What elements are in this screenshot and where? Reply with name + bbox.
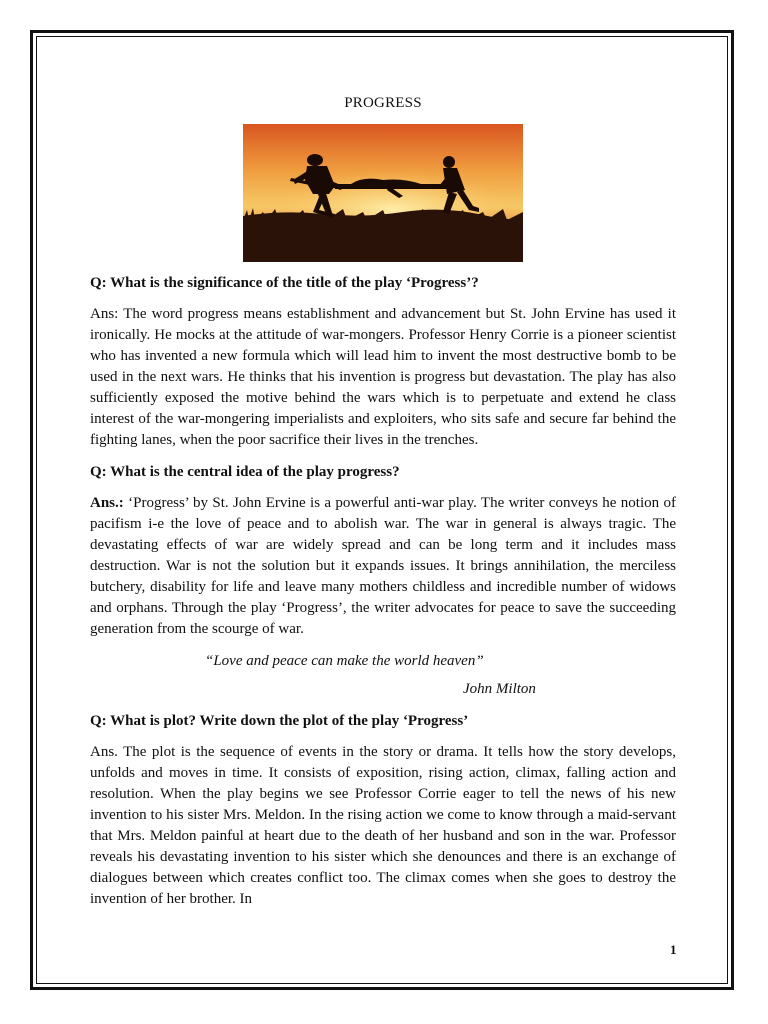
question-3: Q: What is plot? Write down the plot of the play ‘Progress’ [90, 713, 469, 729]
war-silhouette-image [243, 124, 523, 262]
question-2: Q: What is the central idea of the play progress? [90, 464, 400, 480]
answer-2 [90, 493, 676, 640]
quote-author: John Milton [463, 681, 536, 697]
document-body [90, 92, 676, 910]
answer-3: Ans. The plot is the sequence of events in the story or drama. It tells how the story develops, unfolds and moves in time. It consists of exposition, rising action, climax, falling action and resolution. When the play begins we see Professor Corrie eager to tell the news of his new invention to his sister Mrs. Meldon. In the rising action we come to know through a maid-servant that Mrs. Meldon painful at heart due to the death of her husband and son in the war. Professor reveals his devastating invention to his sister which she denounces and there is an exchange of dialogues between which creates conflict too. The climax comes when she goes to destroy the invention of her brother. In [90, 744, 676, 907]
milton-quote: “Love and peace can make the world heaven” [205, 653, 484, 669]
answer-2-label: Ans.: [90, 495, 124, 511]
page-number: 1 [670, 942, 677, 957]
question-1: Q: What is the significance of the title of the play ‘Progress’? [90, 275, 479, 291]
answer-2-text: ‘Progress’ by St. John Ervine is a powerful anti-war play. The writer conveys he notion of pacifism i-e the love of peace and to abolish war. The war in general is always tragic. The devastating effects of war are widely spread and can be long term and it includes mass destruction. War is not the solution but it expands issues. It brings annihilation, the merciless butchery, disability for life and leave many mothers childless and incredible number of widows and orphans. Through the play ‘Progress’, the writer advocates for peace to save the succeeding generation from the scourge of war. [90, 495, 676, 637]
document-title: PROGRESS [344, 95, 422, 111]
answer-1: Ans: The word progress means establishment and advancement but St. John Ervine has used it ironically. He mocks at the attitude of war-mongers. Professor Henry Corrie is a pioneer scientist who has invented a new formula which will lead him to invent the most destructive bomb to be used in the next wars. He thinks that his invention is progress but devastation. The play has also sufficiently exposed the motive behind the wars which is to perpetuate and extend he class interest of the war-mongering imperialists and exploiters, who sits safe and secure far behind the fighting lanes, when the poor sacrifice their lives in the trenches. [90, 306, 676, 448]
